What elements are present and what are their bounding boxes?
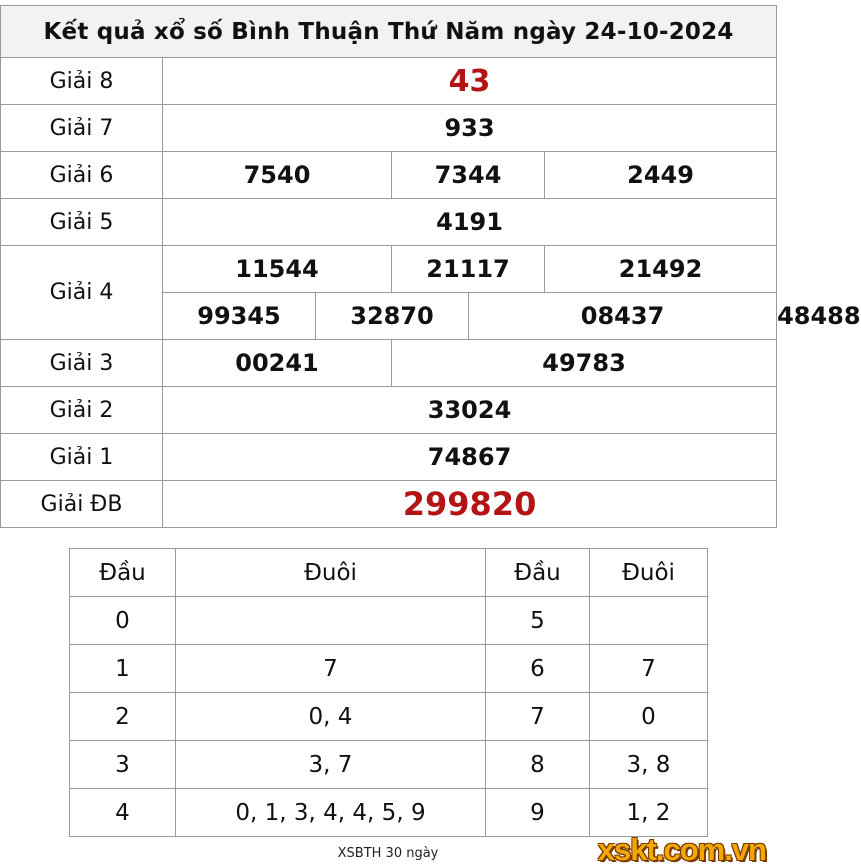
loto-cell: 3, 7 bbox=[176, 741, 486, 789]
loto-row bbox=[70, 645, 708, 693]
loto-cell: 9 bbox=[486, 789, 590, 837]
prize-row-g1 bbox=[1, 434, 777, 481]
loto-cell: 7 bbox=[176, 645, 486, 693]
prize-number: 7344 bbox=[392, 152, 545, 199]
prize-label: Giải 5 bbox=[1, 199, 163, 246]
loto-row bbox=[70, 693, 708, 741]
prize-number: 49783 bbox=[392, 340, 777, 387]
prize-row-db bbox=[1, 481, 777, 528]
loto-cell: 1 bbox=[70, 645, 176, 693]
prize-number: 08437 bbox=[469, 293, 777, 340]
prize-row-g7 bbox=[1, 105, 777, 152]
prize-label: Giải 7 bbox=[1, 105, 163, 152]
prize-number: 21117 bbox=[392, 246, 545, 293]
prize-number: 99345 bbox=[163, 293, 316, 340]
site-logo: xskt.com.vn bbox=[597, 832, 766, 867]
prize-row-g2 bbox=[1, 387, 777, 434]
loto-header: Đuôi bbox=[590, 549, 708, 597]
prize-label: Giải 3 bbox=[1, 340, 163, 387]
prize-number: 4191 bbox=[163, 199, 777, 246]
loto-cell: 1, 2 bbox=[590, 789, 708, 837]
special-prize-number: 299820 bbox=[163, 481, 777, 528]
loto-cell: 3 bbox=[70, 741, 176, 789]
prize-number: 00241 bbox=[163, 340, 392, 387]
prize-label: Giải 1 bbox=[1, 434, 163, 481]
prize-number: 74867 bbox=[163, 434, 777, 481]
loto-cell: 0 bbox=[590, 693, 708, 741]
loto-cell: 0, 4 bbox=[176, 693, 486, 741]
loto-header: Đầu bbox=[486, 549, 590, 597]
prize-row-g5 bbox=[1, 199, 777, 246]
prize-row-g3 bbox=[1, 340, 777, 387]
loto-cell: 2 bbox=[70, 693, 176, 741]
loto-cell: 6 bbox=[486, 645, 590, 693]
prize-row-g6 bbox=[1, 152, 777, 199]
loto-cell: 0 bbox=[70, 597, 176, 645]
prize-number: 21492 bbox=[545, 246, 777, 293]
prize-row-g4a bbox=[1, 246, 777, 293]
prize-number: 2449 bbox=[545, 152, 777, 199]
loto-cell bbox=[176, 597, 486, 645]
prize-number: 933 bbox=[163, 105, 777, 152]
loto-cell: 7 bbox=[486, 693, 590, 741]
prize-label: Giải 2 bbox=[1, 387, 163, 434]
prize-number: 7540 bbox=[163, 152, 392, 199]
prize-number: 33024 bbox=[163, 387, 777, 434]
prize-row-g4b: 99345 32870 08437 48488 bbox=[1, 293, 777, 340]
loto-row bbox=[70, 789, 708, 837]
prize-label: Giải 4 bbox=[1, 246, 163, 340]
prize-number: 32870 bbox=[316, 293, 469, 340]
prize-row-g8 bbox=[1, 58, 777, 105]
loto-cell: 4 bbox=[70, 789, 176, 837]
loto-cell: 8 bbox=[486, 741, 590, 789]
loto-cell bbox=[590, 597, 708, 645]
results-table bbox=[0, 5, 861, 528]
loto-row bbox=[70, 597, 708, 645]
loto-cell: 3, 8 bbox=[590, 741, 708, 789]
loto-header: Đầu bbox=[70, 549, 176, 597]
prize-label: Giải ĐB bbox=[1, 481, 163, 528]
loto-header-row bbox=[70, 549, 708, 597]
loto-row bbox=[70, 741, 708, 789]
loto-cell: 0, 1, 3, 4, 4, 5, 9 bbox=[176, 789, 486, 837]
prize-label: Giải 8 bbox=[1, 58, 163, 105]
loto-cell: 5 bbox=[486, 597, 590, 645]
loto-cell: 7 bbox=[590, 645, 708, 693]
footer-caption: XSBTH 30 ngày bbox=[337, 846, 439, 861]
prize-label: Giải 6 bbox=[1, 152, 163, 199]
prize-number: 11544 bbox=[163, 246, 392, 293]
results-title: Kết quả xổ số Bình Thuận Thứ Năm ngày 24-10-2024 bbox=[1, 6, 777, 58]
prize-number: 43 bbox=[163, 58, 777, 105]
loto-header: Đuôi bbox=[176, 549, 486, 597]
loto-table bbox=[69, 548, 708, 837]
